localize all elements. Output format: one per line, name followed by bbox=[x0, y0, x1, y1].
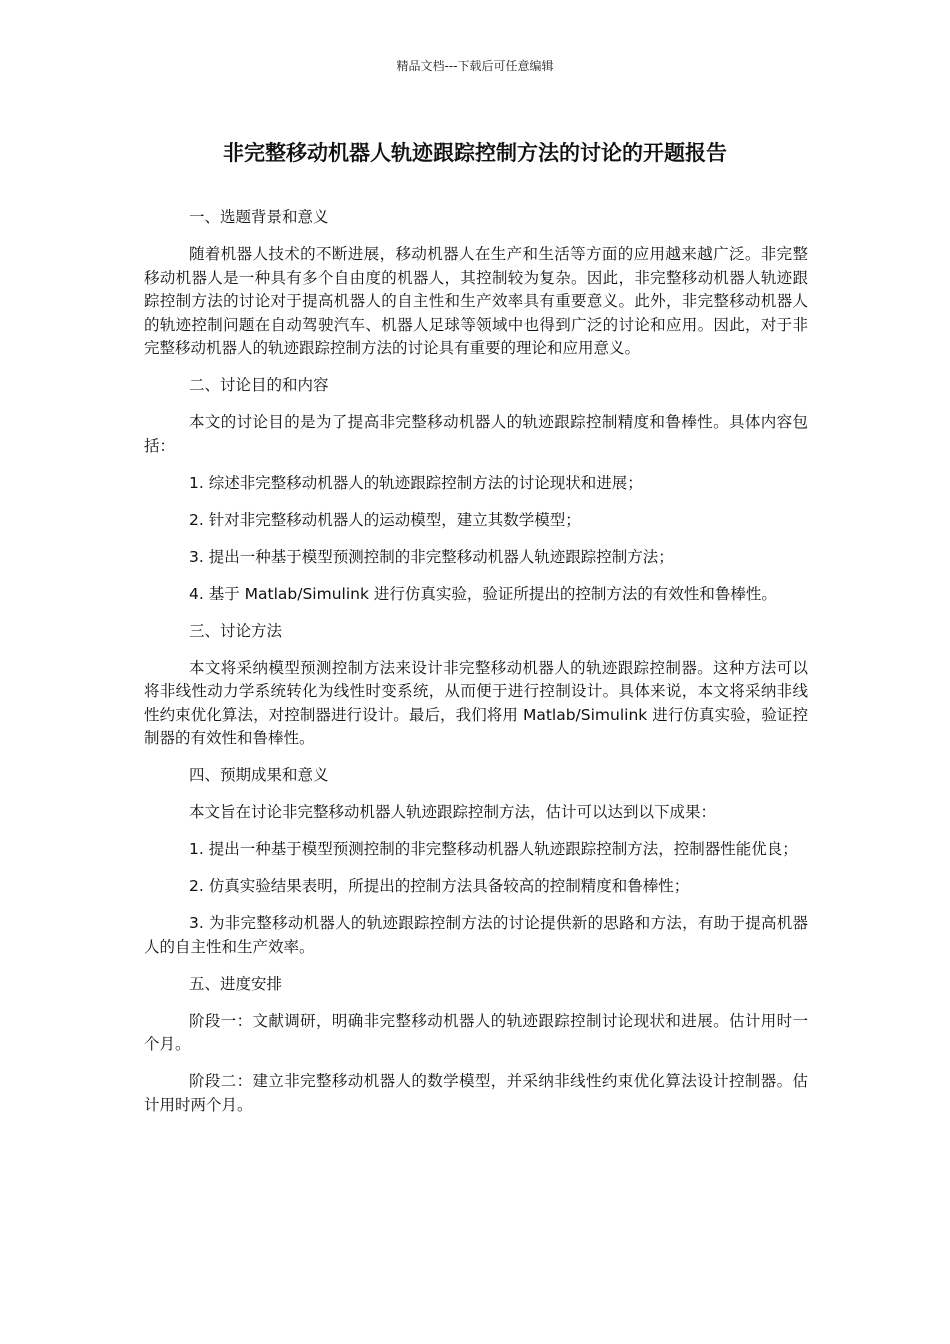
objectives-item: 1. 综述非完整移动机器人的轨迹跟踪控制方法的讨论现状和进展； bbox=[189, 473, 643, 492]
objectives-item: 3. 提出一种基于模型预测控制的非完整移动机器人轨迹跟踪控制方法； bbox=[189, 547, 674, 566]
section-heading-background: 一、选题背景和意义 bbox=[189, 208, 329, 226]
objectives-intro: 本文的讨论目的是为了提高非完整移动机器人的轨迹跟踪控制精度和鲁棒性。具体内容包括： bbox=[144, 413, 808, 455]
schedule-item: 阶段一：文献调研，明确非完整移动机器人的轨迹跟踪控制讨论现状和进展。估计用时一个月。 bbox=[144, 1011, 808, 1053]
section-heading-outcomes: 四、预期成果和意义 bbox=[189, 766, 329, 784]
outcomes-item: 1. 提出一种基于模型预测控制的非完整移动机器人轨迹跟踪控制方法，控制器性能优良； bbox=[189, 840, 798, 858]
section-heading-methods: 三、讨论方法 bbox=[189, 621, 283, 640]
objectives-item: 4. 基于 Matlab/Simulink 进行仿真实验，验证所提出的控制方法的有效性和鲁棒性。 bbox=[189, 584, 777, 603]
document-title: 非完整移动机器人轨迹跟踪控制方法的讨论的开题报告 bbox=[223, 141, 727, 165]
outcomes-item: 3. 为非完整移动机器人的轨迹跟踪控制方法的讨论提供新的思路和方法，有助于提高机器人的自主性和生产效率。 bbox=[144, 914, 808, 956]
methods-paragraph: 本文将采纳模型预测控制方法来设计非完整移动机器人的轨迹跟踪控制器。这种方法可以将非线性动力学系统转化为线性时变系统，从而便于进行控制设计。具体来说，本文将采纳非线性约束优化算法，对控制器进行设计。最后，我们将用 Matlab/Simulink 进行仿真实验，验证控制器的有效性和鲁棒性。 bbox=[144, 658, 808, 747]
section-heading-objectives: 二、讨论目的和内容 bbox=[189, 376, 329, 394]
background-paragraph: 随着机器人技术的不断进展，移动机器人在生产和生活等方面的应用越来越广泛。非完整移动机器人是一种具有多个自由度的机器人，其控制较为复杂。因此，非完整移动机器人轨迹跟踪控制方法的讨论对于提高机器人的自主性和生产效率具有重要意义。此外，非完整移动机器人的轨迹控制问题在自动驾驶汽车、机器人足球等领域中也得到广泛的讨论和应用。因此，对于非完整移动机器人的轨迹跟踪控制方法的讨论具有重要的理论和应用意义。 bbox=[144, 245, 808, 357]
objectives-item: 2. 针对非完整移动机器人的运动模型，建立其数学模型； bbox=[189, 510, 581, 529]
outcomes-intro: 本文旨在讨论非完整移动机器人轨迹跟踪控制方法，估计可以达到以下成果： bbox=[189, 803, 717, 821]
page-header: 精品文档---下载后可任意编辑 bbox=[396, 59, 554, 73]
section-heading-schedule: 五、进度安排 bbox=[189, 974, 283, 993]
document-body bbox=[144, 206, 808, 1131]
outcomes-item: 2. 仿真实验结果表明，所提出的控制方法具备较高的控制精度和鲁棒性； bbox=[189, 877, 690, 895]
schedule-item: 阶段二：建立非完整移动机器人的数学模型，并采纳非线性约束优化算法设计控制器。估计用时两个月。 bbox=[144, 1072, 808, 1114]
